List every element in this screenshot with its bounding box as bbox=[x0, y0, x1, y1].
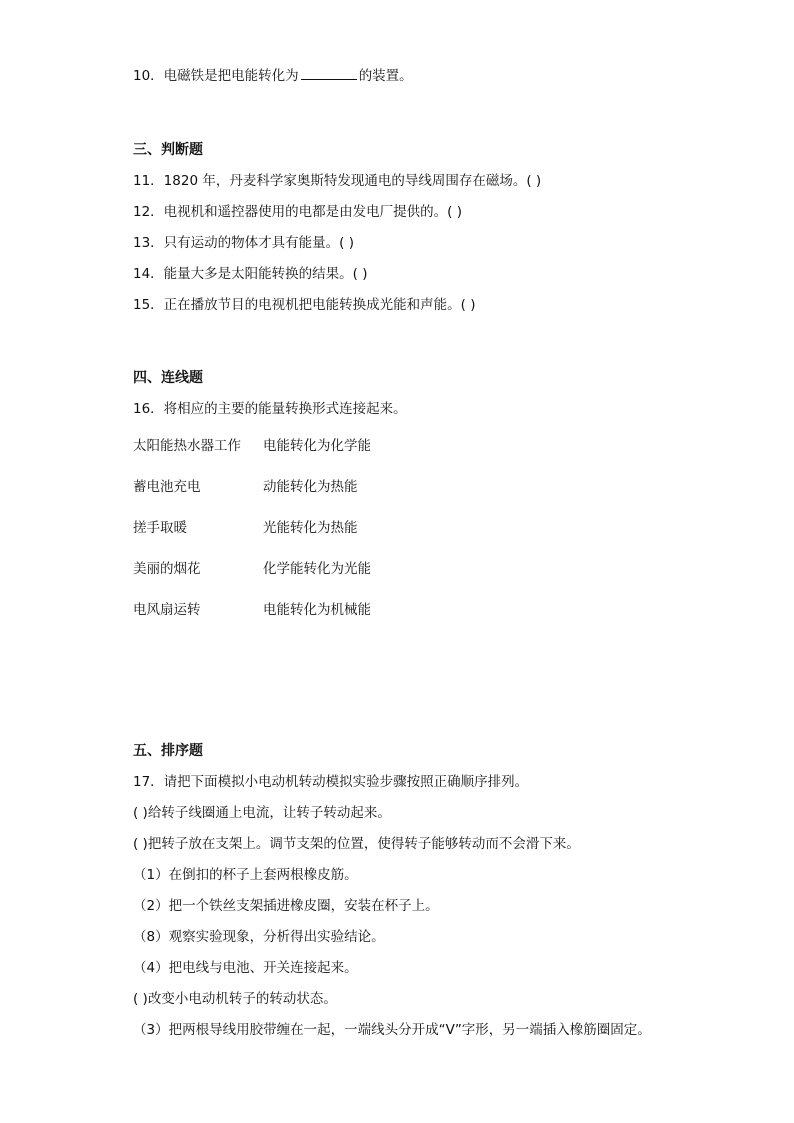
match-right-item[interactable]: 动能转化为热能 bbox=[263, 479, 358, 495]
question-11: 11．1820 年，丹麦科学家奥斯特发现通电的导线周围存在磁场。( ) bbox=[133, 173, 542, 189]
question-10-suffix: 的装置。 bbox=[358, 68, 413, 84]
question-10-text: 10．电磁铁是把电能转化为 bbox=[133, 68, 299, 84]
match-left-item[interactable]: 美丽的烟花 bbox=[133, 561, 201, 577]
section-4-title: 四、连线题 bbox=[133, 370, 203, 386]
step-item: ( )把转子放在支架上。调节支架的位置，使得转子能够转动而不会滑下来。 bbox=[133, 836, 580, 852]
question-14: 14．能量大多是太阳能转换的结果。( ) bbox=[133, 266, 368, 282]
question-13: 13．只有运动的物体才具有能量。( ) bbox=[133, 235, 355, 251]
question-10 bbox=[133, 67, 413, 85]
answer-blank[interactable] bbox=[301, 67, 357, 80]
question-12: 12．电视机和遥控器使用的电都是由发电厂提供的。( ) bbox=[133, 204, 463, 220]
match-left-item[interactable]: 搓手取暖 bbox=[133, 520, 187, 536]
section-3-title: 三、判断题 bbox=[133, 142, 203, 158]
match-right-item[interactable]: 电能转化为机械能 bbox=[263, 602, 371, 618]
match-right-item[interactable]: 化学能转化为光能 bbox=[263, 561, 371, 577]
match-right-item[interactable]: 电能转化为化学能 bbox=[263, 438, 371, 454]
step-item: （3）把两根导线用胶带缠在一起，一端线头分开成“V”字形，另一端插入橡筋圈固定。 bbox=[133, 1022, 651, 1038]
step-item: ( )改变小电动机转子的转动状态。 bbox=[133, 991, 337, 1007]
question-15: 15．正在播放节目的电视机把电能转换成光能和声能。( ) bbox=[133, 297, 476, 313]
step-item: （2）把一个铁丝支架插进橡皮圈，安装在杯子上。 bbox=[133, 898, 439, 914]
step-item: ( )给转子线圈通上电流，让转子转动起来。 bbox=[133, 805, 391, 821]
step-item: （4）把电线与电池、开关连接起来。 bbox=[133, 960, 358, 976]
match-left-item[interactable]: 太阳能热水器工作 bbox=[133, 438, 241, 454]
section-5-title: 五、排序题 bbox=[133, 743, 203, 759]
match-left-item[interactable]: 蓄电池充电 bbox=[133, 479, 201, 495]
step-item: （8）观察实验现象，分析得出实验结论。 bbox=[133, 929, 385, 945]
question-17: 17．请把下面模拟小电动机转动模拟实验步骤按照正确顺序排列。 bbox=[133, 774, 529, 790]
step-item: （1）在倒扣的杯子上套两根橡皮筋。 bbox=[133, 867, 358, 883]
match-left-item[interactable]: 电风扇运转 bbox=[133, 602, 201, 618]
question-16: 16．将相应的主要的能量转换形式连接起来。 bbox=[133, 401, 407, 417]
match-right-item[interactable]: 光能转化为热能 bbox=[263, 520, 358, 536]
